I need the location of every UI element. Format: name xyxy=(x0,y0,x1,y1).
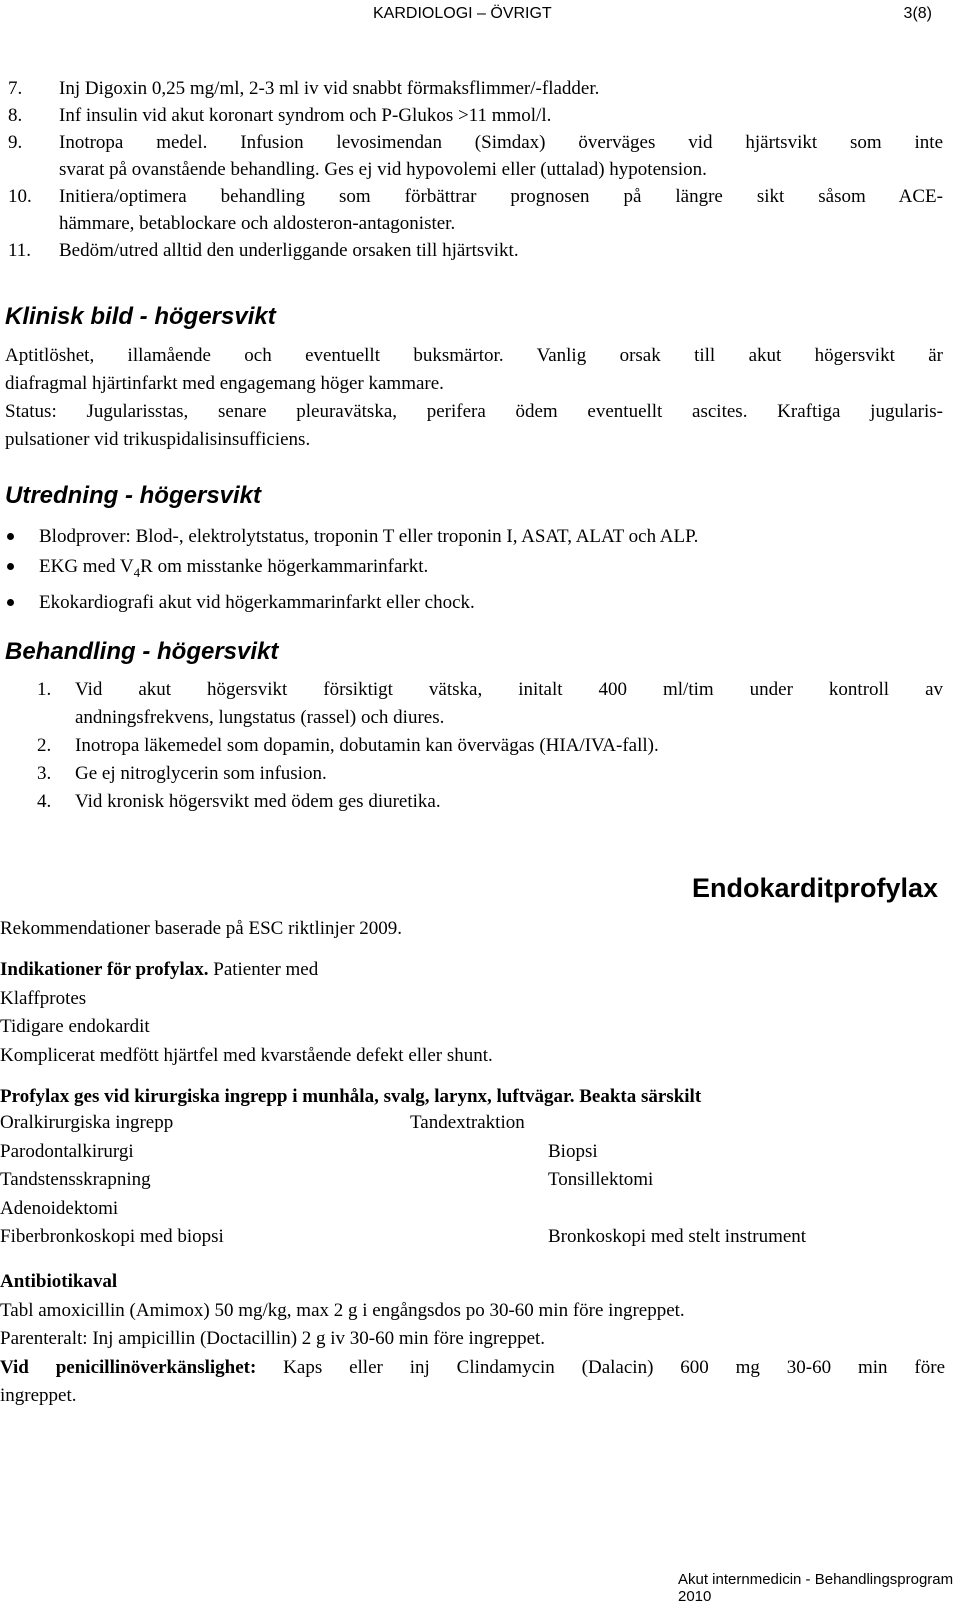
antibiotika-block: Antibiotikaval Tabl amoxicillin (Amimox) 50 mg/kg, max 2 g i engångsdos po 30-60 min före ingreppet. Parenteralt: Inj ampicillin (Doctacillin) 2 g iv 30-60 min före ingreppet. Vid penicillinöverkänslighet: Kaps eller inj Clindamycin (Dalacin) 600 mg 30-60 min före ingreppet. xyxy=(0,1271,946,1406)
page-header xyxy=(0,5,960,29)
page-number: 3(8) xyxy=(903,5,932,22)
header-title: KARDIOLOGI – ÖVRIGT xyxy=(373,5,552,22)
list-item: 3. Ge ej nitroglycerin som infusion. xyxy=(37,763,327,784)
list-item: EKG med $V_4R$ om misstanke högerkammarinfarkt. xyxy=(0,552,945,588)
list-item: Klaffprotes xyxy=(0,987,87,1009)
table-row: Oralkirurgiska ingrepp Tandextraktion xyxy=(0,1112,525,1133)
top-numbered-list xyxy=(8,75,943,264)
list-item: 4. Vid kronisk högersvikt med ödem ges diuretika. xyxy=(37,791,441,812)
list-item: Blodprover: Blod-, elektrolytstatus, troponin T eller troponin I, ASAT, ALAT och ALP. xyxy=(0,522,945,552)
list-item: Ekokardiografi akut vid högerkammarinfarkt eller chock. xyxy=(0,588,945,618)
list-item: 11. Bedöm/utred alltid den underliggande orsaken till hjärtsvikt. xyxy=(8,240,519,261)
table-row: Tandstensskrapning Tonsillektomi xyxy=(0,1169,654,1190)
bullet-icon xyxy=(7,533,14,540)
bullet-icon xyxy=(7,599,14,606)
list-item: Tidigare endokardit xyxy=(0,1016,150,1037)
utredning-bullet-list xyxy=(0,522,945,618)
list-item: 7. Inj Digoxin 0,25 mg/ml, 2-3 ml iv vid snabbt förmaksflimmer/-fladder. xyxy=(8,78,600,99)
page-footer: Akut internmedicin - Behandlingsprogram 2010 xyxy=(678,1571,954,1605)
list-item: 1. Vid akut högersvikt försiktigt vätska, initalt 400 ml/tim under kontroll av andningsfrekvens, lungstatus (rassel) och diures. xyxy=(37,679,943,728)
ingrepp-table xyxy=(0,1112,960,1255)
bullet-icon xyxy=(7,563,14,570)
klinisk-paragraph: Aptitlöshet, illamående och eventuellt buksmärtor. Vanlig orsak till akut högersvikt är diafragmal hjärtinfarkt med engagemang höger kammare. Status: Jugularisstas, senare pleuravätska, perifera ödem eventuellt ascites. Kraftiga jugularis- pulsationer vid trikuspidalisinsufficiens. xyxy=(5,345,943,450)
intro-text: Rekommendationer baserade på ESC riktlinjer 2009. xyxy=(0,918,403,939)
list-item: 9. Inotropa medel. Infusion levosimendan (Simdax) överväges vid hjärtsvikt som inte svarat på ovanstående behandling. Ges ej vid hypovolemi eller (uttalad) hypotension. xyxy=(8,132,943,180)
table-row: Parodontalkirurgi Biopsi xyxy=(0,1140,598,1162)
list-item: 8. Inf insulin vid akut koronart syndrom och P-Glukos >11 mmol/l. xyxy=(8,105,552,126)
indikationer-block: Indikationer för profylax. Patienter med Klaffprotes Tidigare endokardit Komplicerat medfött hjärtfel med kvarstående defekt eller shunt. xyxy=(0,956,493,1070)
section-heading-behandling: Behandling - högersvikt xyxy=(5,638,279,665)
list-item: Komplicerat medfött hjärtfel med kvarstående defekt eller shunt. xyxy=(0,1044,493,1066)
list-item: 2. Inotropa läkemedel som dopamin, dobutamin kan övervägas (HIA/IVA-fall). xyxy=(37,735,659,756)
page-title-endokardit: Endokarditprofylax xyxy=(691,873,938,903)
section-heading-utredning: Utredning - högersvikt xyxy=(5,482,262,509)
table-row: Adenoidektomi xyxy=(0,1197,119,1219)
behandling-numbered-list xyxy=(37,676,943,816)
table-row: Fiberbronkoskopi med biopsi Bronkoskopi med stelt instrument xyxy=(0,1226,807,1247)
list-item: 10. Initiera/optimera behandling som förbättrar prognosen på längre sikt såsom ACE- hämmare, betablockare och aldosteron-antagonister. xyxy=(8,186,943,234)
section-heading-klinisk: Klinisk bild - högersvikt xyxy=(5,303,276,330)
profylax-heading: Profylax ges vid kirurgiska ingrepp i munhåla, svalg, larynx, luftvägar. Beakta särskilt xyxy=(0,1086,702,1107)
